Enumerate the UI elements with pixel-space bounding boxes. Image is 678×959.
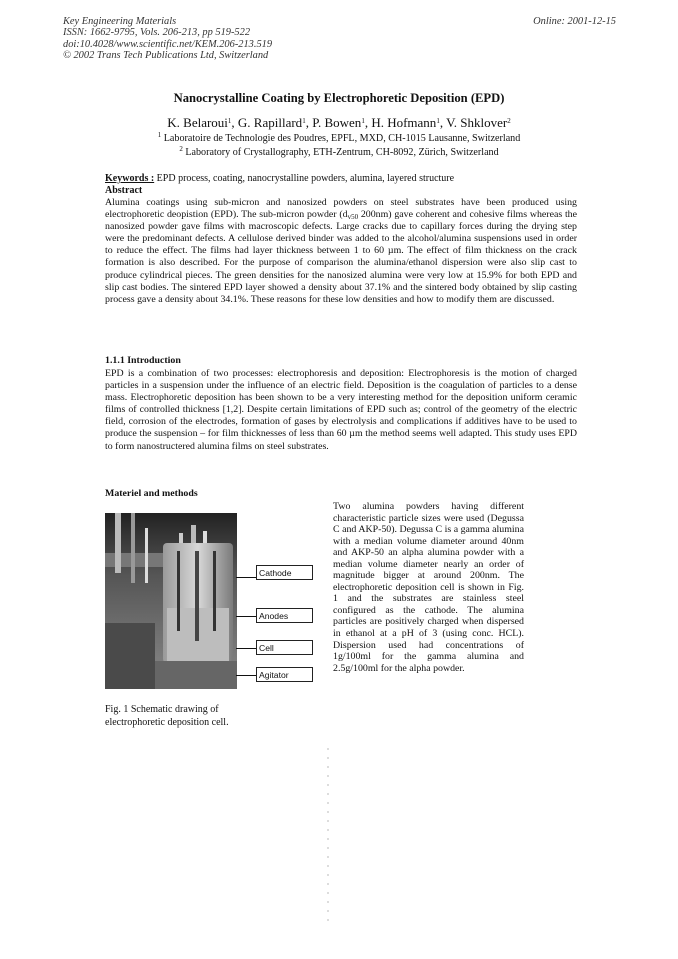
- doi-line: doi:10.4028/www.scientific.net/KEM.206-213.519: [63, 38, 273, 50]
- methods-body: Two alumina powders having different characteristic particle sizes were used (Degussa C and AKP-50). Degussa C is a gamma alumina with a median volume diameter around 40nm and AKP-50 an alpha alumina powder with a median volume diameter nearly an order of magnitude bigger at around 200nm. The electrophoretic deposition cell is shown in Fig. 1 and the substrates are stainless steel configured as the cathode. The alumina particles are positively charged when dispersed in ethanol at a pH of 3 (using conc. HCL). Dispersion used had concentrations of 1g/100ml for the gamma alumina and 2.5g/100ml for the alpha powder.: [333, 501, 524, 674]
- agitator-leader-line: [236, 675, 256, 676]
- anodes-leader-line: [236, 616, 256, 617]
- author-list: K. Belaroui$^1$, G. Rapillard$^1$, P. Bowen$^1$, H. Hofmann$^1$, V. Shklover$^2$: [167, 115, 511, 130]
- issn-line: ISSN: 1662-9795, Vols. 206-213, pp 519-522: [63, 27, 251, 39]
- author-affil-mark: 1: [227, 117, 232, 125]
- keywords-text: EPD process, coating, nanocrystalline powders, alumina, layered structure: [154, 173, 455, 184]
- author-affil-mark: 1: [302, 117, 306, 125]
- author: G. Rapillard: [237, 115, 303, 130]
- scan-artifact: [327, 748, 329, 923]
- author-affil-mark: 2: [507, 117, 511, 125]
- journal-header: [63, 16, 272, 62]
- copyright-line: © 2002 Trans Tech Publications Ltd, Switzerland: [63, 50, 269, 62]
- journal-name: Key Engineering Materials: [63, 16, 177, 27]
- epd-cell-photo: [105, 513, 237, 689]
- author: H. Hofmann: [371, 115, 437, 130]
- keywords: [105, 173, 454, 184]
- cell-leader-line: [236, 648, 256, 649]
- agitator-label: Agitator: [256, 667, 313, 682]
- author: K. Belaroui: [167, 115, 228, 130]
- affiliation-2: $^2$ Laboratory of Crystallography, ETH-Zentrum, CH-8092, Zürich, Switzerland: [179, 145, 499, 158]
- photo-drawing: [105, 513, 237, 689]
- keywords-label: Keywords :: [105, 173, 155, 184]
- author-affil-mark: 1: [361, 117, 365, 125]
- cell-label: Cell: [256, 640, 313, 655]
- cathode-leader-line: [236, 577, 256, 578]
- author: P. Bowen: [312, 115, 362, 130]
- anodes-label: Anodes: [256, 608, 313, 623]
- abstract-body: Alumina coatings using sub-micron and nanosized powders on steel substrates have been produced using electrophoretic deopistion (EPD). The sub-micron powder ($d_{v50}$ 200nm) gave coherent and cohesive films whereas the nanosized powder gave films with macroscopic defects. Large cracks due to capillary forces during the drying step were the predominant defects. A cellulose derived binder was added to the alcohol/alumina suspensions used in order to reduce the effect. The films had layer thickness between 1 to 60 µm. The effect of film thickness on the crack formation is also described. For the purpose of comparison the alumina/ethanol dispersion were also slip cast to produce cylindrical pieces. The green densities for the nanosized alumina were very low at 15.9% for both EPD and slip cast bodies. The sintered EPD layer showed a density about 37.1% and the sintered body obtained by slip casting process gave a density about 34.1%. These reasons for these low densities and how to modify them are discussed.: [105, 197, 578, 305]
- cathode-label: Cathode: [256, 565, 313, 580]
- author: V. Shklover: [446, 115, 508, 130]
- abstract-heading: Abstract: [105, 185, 143, 196]
- methods-heading: Materiel and methods: [105, 488, 198, 499]
- paper-title: Nanocrystalline Coating by Electrophoretic Deposition (EPD): [173, 91, 505, 105]
- introduction-body: EPD is a combination of two processes: electrophoresis and deposition: Electrophoresis is the motion of charged particles in a suspension under the influence of an electric field. Deposition is the coagulation of particles to a dense mass. Electrophoretic deposition has been shown to be a very interesting method for the deposition uniform ceramic films of controlled thickness [1,2]. Despite certain limitations of EPD such as; control of the geometry of the electric field, corrosion of the electrodes, formation of gases by electrolysis and complications if additives have to be used to produce the suspension – for film thicknesses of less than 60 µm the method seems well adapted. This study uses EPD to form nanostructered alumina films on steel substrates.: [105, 368, 577, 452]
- author-affil-mark: 1: [436, 117, 440, 125]
- figure-caption: Fig. 1 Schematic drawing of electrophoretic deposition cell.: [105, 704, 229, 728]
- introduction-heading: 1.1.1 Introduction: [105, 355, 181, 366]
- affiliation-1: $^1$ Laboratoire de Technologie des Poudres, EPFL, MXD, CH-1015 Lausanne, Switzerland: [157, 131, 521, 144]
- online-date: Online: 2001-12-15: [533, 16, 616, 27]
